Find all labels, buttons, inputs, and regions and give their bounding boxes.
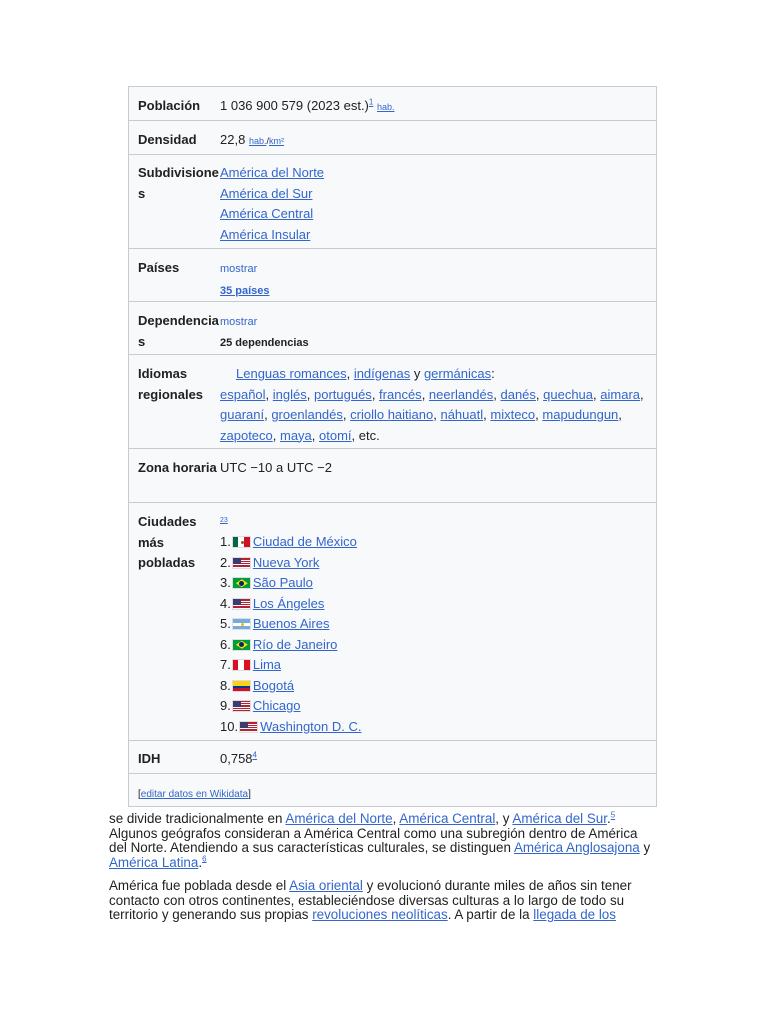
link-lenguas-romances[interactable]: Lenguas romances: [236, 366, 347, 381]
poblacion-number: 1 036 900 579 (2023 est.): [220, 98, 369, 113]
city-item: [220, 594, 648, 615]
value-subdivisiones: [220, 155, 656, 248]
toggle-mostrar-dependencias[interactable]: mostrar: [220, 316, 258, 328]
link-america-insular[interactable]: América Insular: [220, 226, 311, 242]
city-rank: 8.: [220, 677, 231, 693]
argentina-flag-icon: [232, 618, 251, 630]
value-densidad: [220, 121, 656, 154]
sep: ,: [346, 366, 354, 381]
link-america-del-sur-prose[interactable]: América del Sur: [512, 811, 607, 826]
link-germanicas[interactable]: germánicas: [423, 366, 492, 381]
city-item: [220, 696, 648, 717]
paragraph-2: [109, 879, 657, 923]
label-paises: Países: [138, 260, 180, 275]
city-rank: 10.: [220, 718, 239, 734]
link-america-del-norte[interactable]: América del Norte: [220, 165, 325, 180]
link-lang[interactable]: náhuatl: [440, 407, 484, 422]
count-dependencias: 25 dependencias: [220, 336, 309, 349]
city-item: [220, 614, 648, 635]
link-35-paises[interactable]: 35 países: [220, 284, 270, 297]
city-rank: 6.: [220, 636, 231, 652]
text: .: [198, 854, 203, 870]
value-poblacion: [220, 87, 656, 120]
city-rank: 5.: [220, 616, 231, 631]
row-idiomas: [129, 354, 656, 448]
text: . A partir de la: [447, 907, 534, 923]
label-ciudades: Ciudades más pobladas: [138, 514, 197, 570]
city-link[interactable]: Nueva York: [252, 554, 320, 570]
usa-flag-icon: [232, 700, 251, 712]
bracket-close: ]: [248, 789, 251, 800]
link-lang[interactable]: guaraní: [220, 407, 265, 422]
brazil-flag-icon: [232, 639, 251, 651]
text: ,: [392, 811, 400, 826]
city-item: [220, 532, 648, 553]
label-dependencias: Dependencias: [138, 313, 219, 349]
wikidata-footer: [129, 774, 251, 806]
label-densidad: Densidad: [138, 132, 197, 147]
usa-flag-icon: [232, 557, 251, 569]
link-america-del-norte-prose[interactable]: América del Norte: [285, 811, 393, 826]
row-ciudades: [129, 502, 656, 740]
link-america-del-sur[interactable]: América del Sur: [220, 185, 313, 201]
link-america-anglosajona[interactable]: América Anglosajona: [513, 840, 640, 856]
city-rank: 1.: [220, 534, 231, 549]
usa-flag-icon: [232, 598, 251, 610]
usa-flag-icon: [239, 721, 258, 733]
link-lang[interactable]: mixteco: [490, 407, 536, 422]
link-llegada-de-los[interactable]: llegada de los: [533, 907, 616, 923]
link-revoluciones-neoliticas[interactable]: revoluciones neolíticas: [312, 907, 448, 923]
row-idh: [129, 740, 656, 773]
city-link[interactable]: Ciudad de México: [252, 534, 357, 549]
label-subdivisiones: Subdivisiones: [138, 165, 219, 201]
link-lang[interactable]: español: [220, 386, 266, 402]
densidad-number: 22,8: [220, 132, 246, 147]
city-link[interactable]: Los Ángeles: [252, 595, 325, 611]
edit-wikidata-link[interactable]: editar datos en Wikidata: [140, 789, 249, 800]
link-lang[interactable]: criollo haitiano: [350, 407, 434, 422]
sep: :: [491, 366, 495, 381]
ref-4[interactable]: 4: [252, 750, 257, 760]
city-rank: 7.: [220, 657, 231, 672]
link-lang[interactable]: quechua: [543, 386, 594, 402]
mexico-flag-icon: [232, 536, 251, 548]
text: se divide tradicionalmente en: [109, 811, 286, 826]
city-rank: 2.: [220, 554, 231, 570]
row-dependencias: [129, 301, 656, 354]
city-item: [220, 717, 648, 738]
row-paises: [129, 248, 656, 301]
unit-hab-density[interactable]: hab.: [248, 136, 267, 146]
ref-6[interactable]: 6: [202, 854, 207, 864]
value-zona-horaria: UTC −10 a UTC −2: [220, 460, 332, 475]
link-lang[interactable]: zapoteco: [220, 427, 273, 443]
link-lang[interactable]: otomí: [319, 427, 352, 443]
text: y evolucionó durante miles de años sin tener contacto con otros continentes, estableciéndose diversas culturas a lo largo de todo su territorio y generando sus propias: [109, 878, 632, 923]
brazil-flag-icon: [232, 577, 251, 589]
link-asia-oriental[interactable]: Asia oriental: [289, 878, 363, 893]
city-link[interactable]: Buenos Aires: [252, 616, 330, 631]
link-lang[interactable]: maya: [280, 427, 312, 443]
city-list: [220, 532, 648, 737]
text: , y: [495, 811, 513, 826]
row-densidad: [129, 120, 656, 154]
row-subdivisiones: [129, 154, 656, 248]
text: Algunos geógrafos consideran a América Central como una subregión dentro de América del Norte. Atendiendo a sus características culturales, se distinguen: [109, 825, 638, 856]
link-indigenas[interactable]: indígenas: [353, 366, 411, 381]
value-dependencias: [220, 302, 656, 354]
link-lang[interactable]: neerlandés: [428, 386, 494, 402]
row-footer: [129, 773, 656, 806]
paragraph-1: [109, 812, 657, 870]
link-lang[interactable]: portugués: [313, 386, 372, 402]
city-item: [220, 573, 648, 594]
city-item: [220, 655, 648, 676]
unit-separator: /: [266, 136, 269, 146]
city-link[interactable]: Bogotá: [252, 677, 295, 693]
label-poblacion: Población: [138, 98, 201, 113]
city-rank: 9.: [220, 698, 231, 713]
link-america-latina[interactable]: América Latina: [109, 854, 199, 870]
link-lang[interactable]: aimara: [600, 386, 641, 402]
bracket-open: [: [138, 789, 141, 800]
city-rank: 3.: [220, 575, 231, 590]
text: América fue poblada desde el: [109, 878, 290, 893]
value-idh: [220, 741, 656, 773]
link-lang[interactable]: danés: [500, 386, 536, 402]
link-america-central[interactable]: América Central: [220, 206, 314, 221]
label-idh: IDH: [138, 751, 161, 766]
text: .: [606, 811, 611, 826]
ref-23[interactable]: 23: [220, 517, 228, 524]
value-idiomas: [220, 355, 656, 448]
unit-hab[interactable]: hab.: [376, 102, 395, 112]
link-lang[interactable]: mapudungun: [542, 407, 619, 422]
city-link[interactable]: Chicago: [252, 698, 301, 713]
text: y: [639, 840, 651, 856]
city-link[interactable]: São Paulo: [252, 575, 313, 590]
language-list: español, inglés, portugués, francés, neerlandés, danés, quechua, aimara, guaraní, groenlandés, criollo haitiano, náhuatl, mixteco, mapudungun, zapoteco, maya, otomí, etc.: [220, 386, 644, 443]
etc-text: , etc.: [351, 427, 380, 443]
city-link[interactable]: Washington D. C.: [260, 718, 362, 734]
unit-km2[interactable]: km²: [268, 136, 284, 146]
link-lang[interactable]: francés: [379, 386, 422, 402]
idh-value: 0,758: [220, 751, 253, 766]
value-paises: [220, 249, 656, 301]
ref-5[interactable]: 5: [610, 810, 616, 820]
infobox: [128, 86, 657, 807]
link-lang[interactable]: inglés: [272, 386, 307, 402]
toggle-mostrar-paises[interactable]: mostrar: [220, 263, 258, 275]
city-link[interactable]: Lima: [252, 657, 282, 672]
city-item: [220, 635, 648, 656]
city-item: [220, 553, 648, 574]
label-idiomas: Idiomas regionales: [138, 366, 204, 402]
row-poblacion: [129, 87, 656, 120]
label-zona-horaria: Zona horaria: [138, 460, 217, 475]
ref-1[interactable]: 1: [368, 97, 374, 107]
colombia-flag-icon: [232, 680, 251, 692]
city-link[interactable]: Río de Janeiro: [252, 636, 338, 652]
link-lang[interactable]: groenlandés: [271, 407, 343, 422]
value-ciudades: [220, 503, 656, 740]
peru-flag-icon: [232, 659, 251, 671]
city-item: [220, 676, 648, 697]
sep: y: [410, 366, 424, 381]
city-rank: 4.: [220, 595, 231, 611]
link-america-central-prose[interactable]: América Central: [399, 811, 496, 826]
row-zona-horaria: [129, 448, 656, 502]
